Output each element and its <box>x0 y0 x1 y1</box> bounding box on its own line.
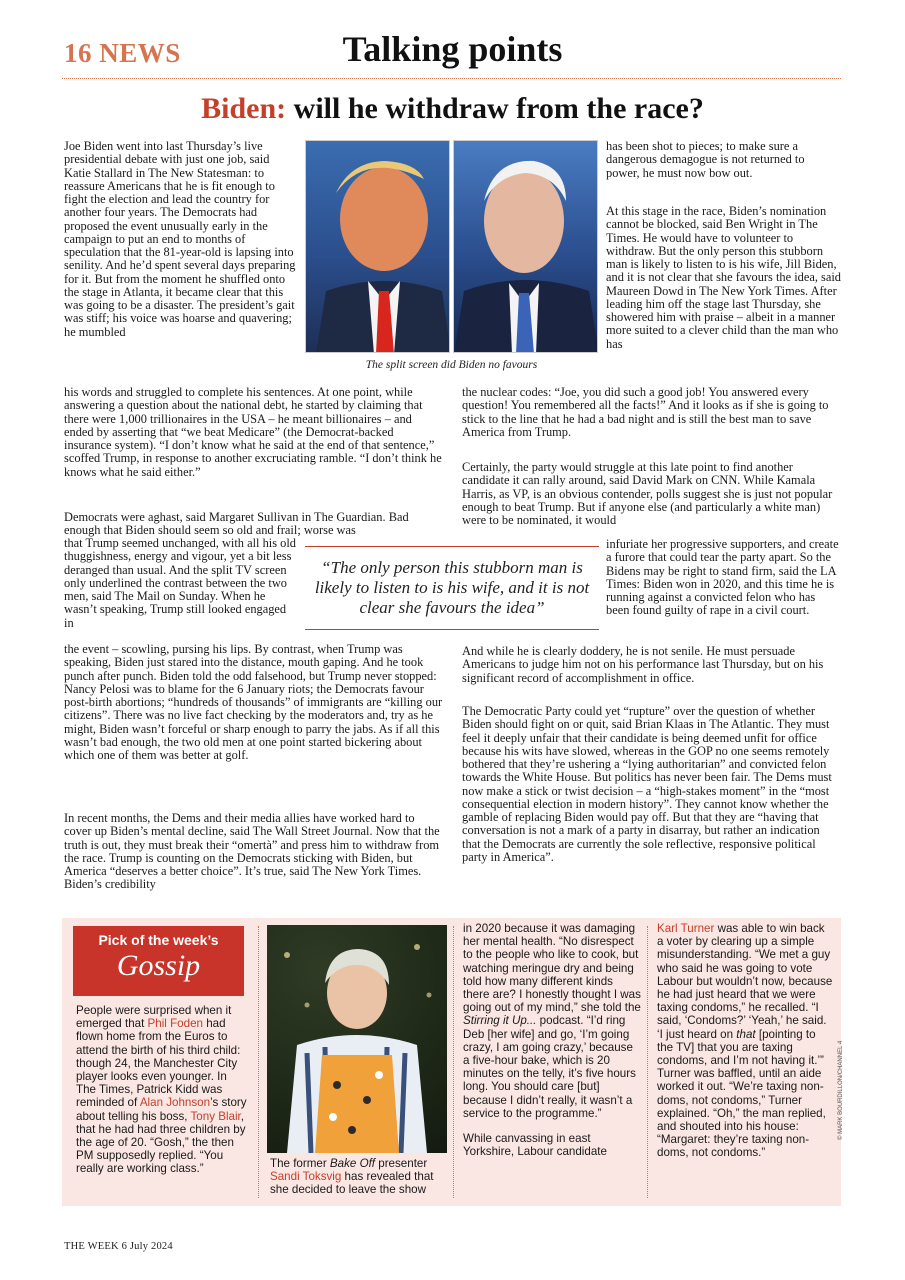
section-title: Talking points <box>342 29 563 69</box>
pick-label: Pick of the week’s <box>98 932 219 948</box>
gossip-c2-text-c: has revealed that she decided to leave the show <box>270 1170 434 1197</box>
pick-of-week-banner <box>73 926 244 996</box>
footer-publication: THE WEEK 6 July 2024 <box>64 1241 173 1252</box>
gossip-divider-2 <box>453 926 454 1198</box>
gossip-c3-para1 <box>463 922 641 1120</box>
headline-accent: Biden: <box>201 92 287 125</box>
gossip-c2-show-title: Bake Off <box>329 1157 376 1170</box>
sandi-toksvig-photo <box>267 925 447 1153</box>
gossip-name-blair: Tony Blair <box>190 1109 241 1123</box>
article-col1-p2-rest: the event – scowling, pursing his lips. By contrast, when Trump was speaking, Biden just stared into the distance, mouth gaping. And he took punch after punch. Biden told the odd falsehood, but Trump never stopped: Nancy Pelosi was to blame for the 6 January riots; the Democrats favour post-birth abortions; “hundreds of thousands” of immigrants are “killing our citizens”. There was no live fact checking by the moderators and, try as he might, Biden wasn’t forceful or sharp enough to parry the jabs. As if all this wasn’t bad enough, the two old men at one point started bickering about which one of them was better at golf. <box>64 642 443 763</box>
photo-caption: The split screen did Biden no favours <box>365 359 538 371</box>
article-col3-p2-narrow: infuriate her progressive supporters, and create a furore that could tear the party apart. So the Bidens may be right to stand firm, said the LA Times: Biden won in 2020, and this time he is running against a convicted felon who has been found guilty of rape in a civil court. <box>606 537 839 618</box>
gossip-divider-1 <box>258 926 259 1198</box>
article-col2-p2-wide: Certainly, the party would struggle at this late point to find another candidate it can rally around, said David Mark on CNN. While Kamala Harris, as VP, is an obvious contender, polls suggest she is just not popular enough to beat Trump. But if anyone else (and particularly a white man) were to be nominated, it would <box>462 460 833 528</box>
gossip-col4 <box>657 922 833 1160</box>
gossip-c2-text-a: The former <box>270 1157 330 1170</box>
trump-photo <box>305 140 450 353</box>
gossip-c2-text-b: presenter <box>375 1157 428 1170</box>
article-col1-p2-narrow: that Trump seemed unchanged, with all his old thuggishness, energy and vigour, yet a bit less deranged than usual. And the split TV screen only underlined the contrast between the two men, said The Mail on Sunday. When he wasn’t speaking, Trump still looked engaged in <box>64 536 296 630</box>
gossip-col1 <box>76 1004 248 1176</box>
photo-credit: © MARK BOURDILLON/CHANNEL 4 <box>838 1040 844 1140</box>
gossip-c4-text-a: was able to win back a voter by clearing up a simple misunderstanding. “We met a guy who said he was going to vote Labour but wouldn’t now, because he had just heard that we were taxing condoms,” he recalled. “I said, ‘Condoms?’ ‘Yeah,’ he said. ‘I just heard on <box>657 922 833 1041</box>
gossip-c3-para2: While canvassing in east Yorkshire, Labour candidate <box>463 1132 607 1159</box>
gossip-c1-text-a: People were surprised when it emerged that <box>76 1004 232 1031</box>
gossip-divider-3 <box>647 926 648 1198</box>
gossip-name-johnson: Alan Johnson <box>139 1096 211 1110</box>
gossip-c3-text-b: podcast. “I’d ring Deb [her wife] and go, ‘I’m going crazy, I am going crazy,’ because a five-hour bake, which is 20 minutes on the telly, it’s five hours long. You should care [but] because I didn’t really, it wasn’t a service to the programme.” <box>463 1014 636 1120</box>
article-col1-top: Joe Biden went into last Thursday’s live presidential debate with just one job, said Katie Stallard in The New Statesman: to reassure Americans that he is fit enough to fight the election and lead the country for another four years. The Democrats had proposed the event unusually early in the campaign to put an end to months of speculation that the 81-year-old is lapsing into senility. And he’d spent several days preparing for it. But from the moment he shuffled onto the stage in Atlanta, it became clear that this was going to be a disaster. The president’s gait was stiff; his voice was hoarse and quavering; he mumbled <box>64 139 296 339</box>
gossip-title: Gossip <box>116 949 201 982</box>
article-col1-p2-wide: Democrats were aghast, said Margaret Sullivan in The Guardian. Bad enough that Biden should seem so old and frail; worse was <box>64 510 409 538</box>
gossip-c1-text-d: , that he had had three children by the age of 20. “Gosh,” the then PM supposedly replied. “You really are working class.” <box>76 1109 246 1176</box>
article-col3-p2: At this stage in the race, Biden’s nomination cannot be blocked, said Ben Wright in The Times. He would have to volunteer to withdraw. But the only person this stubborn man is likely to listen to is his wife, Jill Biden, and it is not clear that she favours the idea, said Maureen Dowd in The New York Times. After leading him off the stage last Thursday, she showered him with praise – albeit in a manner more suited to a clever child than the man who has <box>606 204 842 351</box>
article-col2-p2-rest: And while he is clearly doddery, he is not senile. He must persuade Americans to judge him not on his performance last Thursday, but on his significant record of accomplishment in office. <box>462 644 824 685</box>
pull-quote: “The only person this stubborn man is likely to listen to is his wife, and it is not clear she favours the idea” <box>305 546 599 630</box>
gossip-c1-text-c: ’s story about telling his boss, <box>76 1096 247 1123</box>
gossip-name-toksvig: Sandi Toksvig <box>270 1170 342 1184</box>
article-col1-p3: In recent months, the Dems and their media allies have worked hard to cover up Biden’s mental decline, said The Wall Street Journal. Now that the truth is out, they must break their “omertà” and press him to withdraw from the race. Trump is counting on the Democrats sticking with Biden, but America “deserves a better choice”. It’s true, said The New York Times. Biden’s credibility <box>64 811 440 892</box>
gossip-c1-text-b: had flown home from the Euros to attend the birth of his third child: though 24, the Manchester City player looks even younger. In The Times, Patrick Kidd was reminded of <box>76 1017 241 1110</box>
gossip-c4-emphasis: that <box>736 1027 756 1041</box>
headline-text: will he withdraw from the race? <box>286 92 704 125</box>
gossip-col2 <box>270 1157 448 1197</box>
article-headline <box>0 92 905 126</box>
article-col2-p3: The Democratic Party could yet “rupture” over the question of whether Biden should fight on or quit, said Brian Klaas in The Atlantic. They must feel it deeply unfair that their candidate is being deemed unfit for office because his wits have slowed, whereas in the GOP no one seems remotely bothered that they’re ushering a “lying authoritarian” and convicted felon towards the White House. But politics has never been fair. The Dems must now make a stick or twist decision – a “high-stakes moment” in the “most consequential election in modern history”. They cannot know whether the gamble of replacing Biden would pay off. But that they are “having that conversation is not a mark of a party in disarray, but rather an indication that the Democrats are currently the sole reflective, responsive political party in America”. <box>462 704 832 864</box>
article-col1-wide: his words and struggled to complete his sentences. At one point, while answering a question about the national debt, he started by claiming that there were 1,000 trillionaires in the USA – he meant billionaires – and ended by asserting that “we beat Medicare” (the Democrat-backed insurance system). “I don’t know what he said at the end of that sentence,” scoffed Trump, in response to another excruciating ramble. “I don’t think he knows what he said either.” <box>64 385 442 479</box>
page-number: 16 NEWS <box>64 38 181 68</box>
gossip-col3 <box>463 922 641 1158</box>
gossip-c4-text-b: [pointing to the TV] that you are taxing condoms, and I’m not having it.’” Turner was baffled, until an aide worked it out. “We’re taxing non-doms, not condoms,” Turner explained. “Oh,” the man replied, and shouted into his house: “Margaret: they’re taxing non-doms, not condoms.” <box>657 1027 826 1160</box>
gossip-c3-podcast-title: Stirring it Up... <box>463 1014 537 1028</box>
gossip-c3-text-a: in 2020 because it was damaging her mental health. “No disrespect to the people who like to cook, but watching meringue dry and being told how many different kinds there are? I honestly thought I was going out of my mind,” she told the <box>463 922 641 1015</box>
article-col2-wide: the nuclear codes: “Joe, you did such a good job! You answered every question! You remembered all the facts!” And it looks as if she is going to stick to the line that he had a bad night and is still the best man to save America from Trump. <box>462 385 829 439</box>
article-col3-top: has been shot to pieces; to make sure a dangerous demagogue is not returned to power, he must now bow out. <box>606 139 805 180</box>
gossip-name-foden: Phil Foden <box>147 1017 203 1031</box>
gossip-name-turner: Karl Turner <box>657 922 715 935</box>
biden-photo <box>453 140 598 353</box>
header-divider <box>62 78 841 79</box>
